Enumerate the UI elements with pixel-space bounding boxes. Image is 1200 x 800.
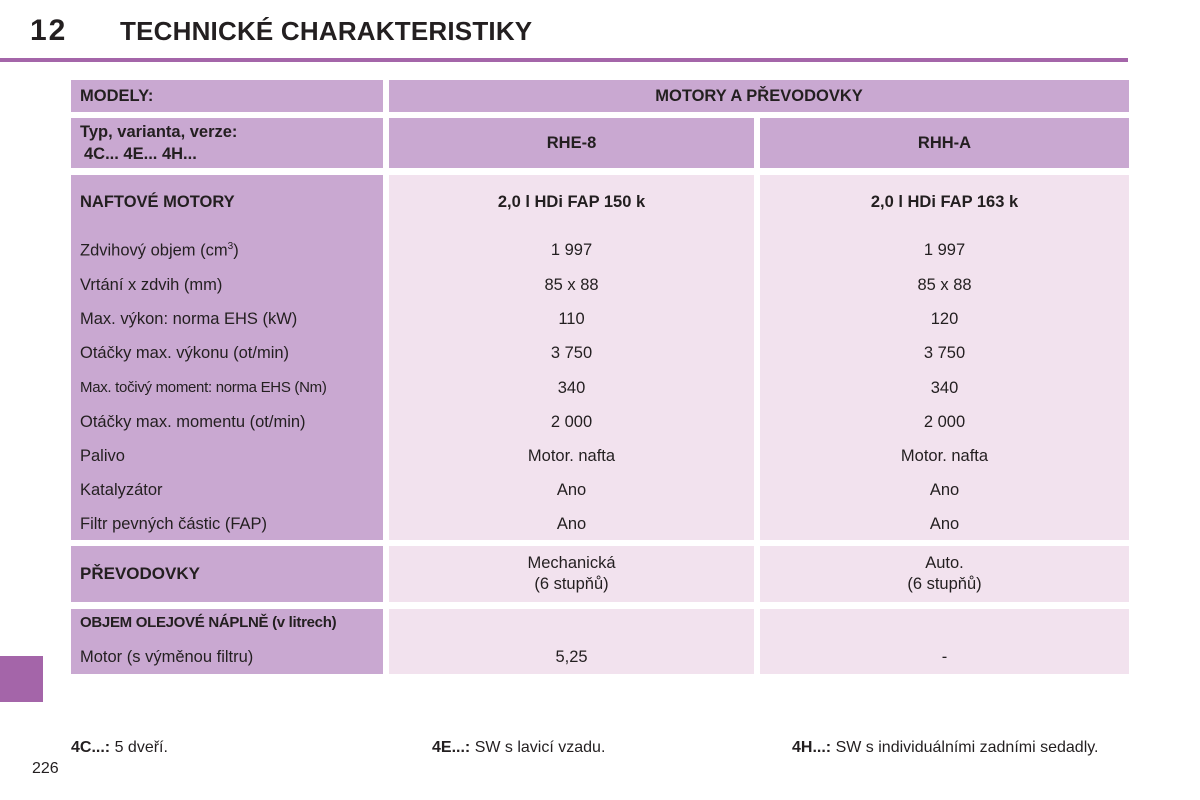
spec-label-max-torque: Max. točivý moment: norma EHS (Nm) <box>80 379 327 396</box>
value-catalyst-rhha: Ano <box>929 481 960 499</box>
oil-capacity-labels <box>71 609 383 674</box>
value-catalyst-rhe8: Ano <box>556 481 587 499</box>
value-bore-stroke-rhe8: 85 x 88 <box>544 276 599 294</box>
value-torque-rpm-rhe8: 2 000 <box>550 413 593 431</box>
footnote-4e-text: SW s lavicí vzadu. <box>474 739 606 756</box>
page-number: 226 <box>32 760 59 777</box>
engines-gearbox-header: MOTORY A PŘEVODOVKY <box>389 80 1129 112</box>
spec-label-power-rpm: Otáčky max. výkonu (ot/min) <box>80 344 290 362</box>
value-max-power-rhe8: 110 <box>558 310 585 328</box>
footnote-4e-code: 4E...: <box>432 739 471 756</box>
type-variant-header <box>71 118 383 168</box>
gearbox-rhe8-type: Mechanická <box>527 554 616 572</box>
diesel-labels-column <box>71 175 383 540</box>
value-power-rpm-rhe8: 3 750 <box>550 344 593 362</box>
engine-name-rhha: 2,0 l HDi FAP 163 k <box>870 193 1019 211</box>
footnote-4c-code: 4C...: <box>71 739 111 756</box>
gearbox-rhe8 <box>389 546 754 602</box>
page-title: TECHNICKÉ CHARAKTERISTIKY <box>120 16 533 46</box>
footnote-4e <box>432 739 605 757</box>
spec-label-fuel: Palivo <box>80 447 125 465</box>
gearbox-rhe8-speeds: (6 stupňů) <box>534 575 609 593</box>
column-header-rhe8: RHE-8 <box>389 118 754 168</box>
models-header: MODELY: <box>71 80 383 112</box>
gearbox-heading: PŘEVODOVKY <box>71 546 383 602</box>
diesel-engines-heading: NAFTOVÉ MOTORY <box>80 193 235 211</box>
value-power-rpm-rhha: 3 750 <box>923 344 966 362</box>
gearbox-rhha-speeds: (6 stupňů) <box>907 575 982 593</box>
value-max-torque-rhe8: 340 <box>557 379 586 397</box>
column-header-rhha: RHH-A <box>760 118 1129 168</box>
rhe8-values-column <box>389 175 754 540</box>
value-max-power-rhha: 120 <box>930 310 959 328</box>
type-label-line2: 4C... 4E... 4H... <box>84 145 197 163</box>
value-fuel-rhha: Motor. nafta <box>900 447 989 465</box>
spec-label-catalyst: Katalyzátor <box>80 481 163 499</box>
oil-value-rhha: - <box>941 648 948 666</box>
spec-label-max-power: Max. výkon: norma EHS (kW) <box>80 310 298 328</box>
value-torque-rpm-rhha: 2 000 <box>923 413 966 431</box>
type-label-line1: Typ, varianta, verze: <box>80 123 238 141</box>
gearbox-rhha-type: Auto. <box>925 554 964 572</box>
footnote-4c <box>71 739 168 757</box>
chapter-tab-marker <box>0 656 43 702</box>
value-displacement-rhha: 1 997 <box>923 241 966 259</box>
oil-value-rhe8: 5,25 <box>555 648 588 666</box>
spec-label-displacement: Zdvihový objem $(cm^3)$ <box>80 241 239 260</box>
engine-name-rhe8: 2,0 l HDi FAP 150 k <box>497 193 646 211</box>
footnote-4h-text: SW s individuálními zadními sedadly. <box>835 739 1099 756</box>
footnote-4h <box>792 739 1099 757</box>
value-displacement-rhe8: 1 997 <box>550 241 593 259</box>
chapter-number: 12 <box>30 14 68 47</box>
footnote-4c-text: 5 dveří. <box>114 739 168 756</box>
footnote-4h-code: 4H...: <box>792 739 832 756</box>
value-bore-stroke-rhha: 85 x 88 <box>917 276 972 294</box>
oil-capacity-rhe8 <box>389 609 754 674</box>
value-max-torque-rhha: 340 <box>930 379 959 397</box>
value-fap-rhe8: Ano <box>556 515 587 533</box>
value-fuel-rhe8: Motor. nafta <box>527 447 616 465</box>
rhha-values-column <box>760 175 1129 540</box>
header-rule <box>0 58 1128 62</box>
oil-capacity-rhha <box>760 609 1129 674</box>
oil-row-label: Motor (s výměnou filtru) <box>80 648 254 666</box>
spec-label-bore-stroke: Vrtání x zdvih (mm) <box>80 276 223 294</box>
oil-capacity-heading: OBJEM OLEJOVÉ NÁPLNĚ (v litrech) <box>80 614 337 631</box>
spec-label-torque-rpm: Otáčky max. momentu (ot/min) <box>80 413 306 431</box>
gearbox-rhha <box>760 546 1129 602</box>
value-fap-rhha: Ano <box>929 515 960 533</box>
spec-label-fap: Filtr pevných částic (FAP) <box>80 515 268 533</box>
